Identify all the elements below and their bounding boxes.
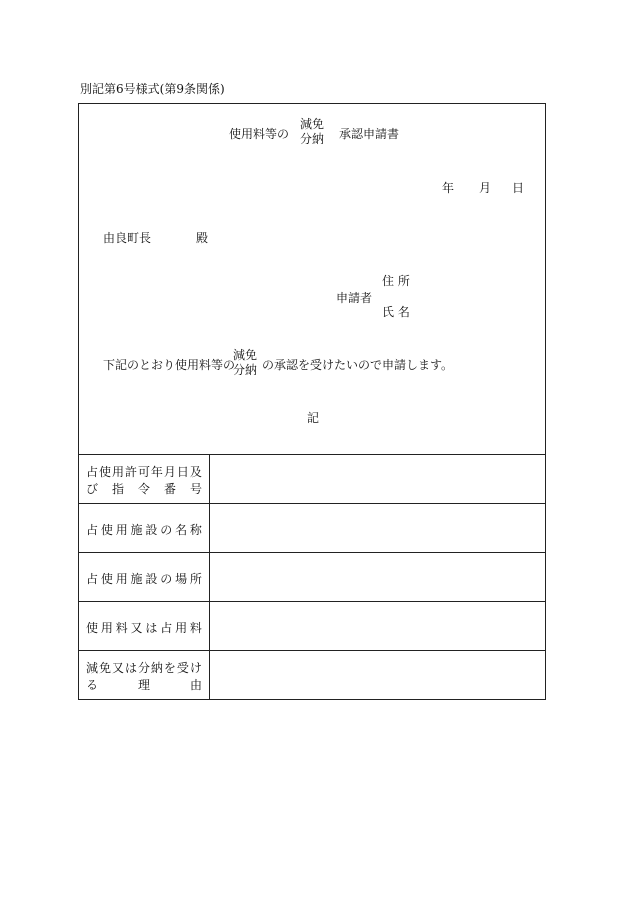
- table-label-char: 用: [115, 572, 128, 586]
- table-label-char: け: [189, 661, 202, 675]
- table-label-char: 称: [189, 523, 202, 537]
- table-label-char: 許: [124, 465, 137, 479]
- table-row: [79, 455, 545, 504]
- table-label-char: 指: [111, 482, 124, 496]
- addressee-honorific: 殿: [196, 231, 209, 245]
- table-label-char: 施: [130, 523, 143, 537]
- table-label-char: 納: [150, 661, 163, 675]
- table-label-char: の: [160, 572, 173, 586]
- table-label-char: 名: [175, 523, 188, 537]
- table-label-char: 占: [160, 621, 173, 635]
- table-label-char: 占: [86, 572, 99, 586]
- table-label-char: 料: [115, 621, 128, 635]
- table-label-char: び: [86, 482, 99, 496]
- table-label-char: 施: [130, 572, 143, 586]
- row-label-facility-name: [79, 504, 210, 552]
- date-day: 日: [512, 181, 525, 195]
- addressee-name: 由良町長: [103, 231, 152, 245]
- table-label-char: 日: [176, 465, 189, 479]
- table-row: [79, 602, 545, 651]
- ki-marker: 記: [307, 411, 320, 425]
- table-label-char: 設: [145, 523, 158, 537]
- table-label-char: 使: [98, 465, 111, 479]
- request-option-genmen: 減免: [233, 348, 258, 362]
- table-label-char: を: [163, 661, 176, 675]
- table-label-char: 占: [86, 523, 99, 537]
- date-year: 年: [442, 181, 455, 195]
- request-option-bunnou: 分納: [233, 363, 258, 377]
- table-label-char: 由: [189, 678, 202, 692]
- table-row: [79, 504, 545, 553]
- table-label-char: 場: [175, 572, 188, 586]
- title-option-bunnou: 分納: [300, 132, 325, 146]
- table-label-char: 設: [145, 572, 158, 586]
- table-label-char: 用: [115, 523, 128, 537]
- table-row: [79, 651, 545, 700]
- row-label-facility-location: [79, 553, 210, 601]
- facility-location-field[interactable]: [210, 553, 545, 601]
- table-label-char: 分: [137, 661, 150, 675]
- facility-name-field[interactable]: [210, 504, 545, 552]
- table-label-char: 理: [137, 678, 150, 692]
- table-label-char: 占: [86, 465, 99, 479]
- reason-field[interactable]: [210, 651, 545, 700]
- title-option-genmen: 減免: [300, 117, 325, 131]
- table-label-char: 免: [98, 661, 111, 675]
- table-label-char: 又: [111, 661, 124, 675]
- details-table: [79, 454, 545, 700]
- table-label-char: 月: [163, 465, 176, 479]
- table-label-char: は: [124, 661, 137, 675]
- row-label-fee: [79, 602, 210, 650]
- table-label-char: 使: [100, 523, 113, 537]
- table-label-char: 用: [175, 621, 188, 635]
- application-form-frame: [78, 103, 546, 700]
- table-label-char: 可: [137, 465, 150, 479]
- applicant-address-label: 住 所: [382, 274, 410, 288]
- form-reference: 別記第6号様式(第9条関係): [80, 82, 225, 96]
- table-label-char: 料: [189, 621, 202, 635]
- table-label-char: 受: [176, 661, 189, 675]
- table-label-char: の: [160, 523, 173, 537]
- fee-field[interactable]: [210, 602, 545, 650]
- applicant-label: 申請者: [336, 291, 373, 305]
- table-label-char: 用: [100, 621, 113, 635]
- table-label-char: 号: [189, 482, 202, 496]
- row-label-permit-date: [79, 455, 210, 503]
- table-label-char: 使: [86, 621, 99, 635]
- table-label-char: 又: [130, 621, 143, 635]
- title-prefix: 使用料等の: [229, 127, 290, 141]
- table-label-char: 用: [111, 465, 124, 479]
- table-label-char: 番: [163, 482, 176, 496]
- table-label-char: る: [86, 678, 99, 692]
- table-label-char: 減: [86, 661, 99, 675]
- table-label-char: 使: [100, 572, 113, 586]
- row-label-reason: [79, 651, 210, 700]
- table-label-char: 及: [189, 465, 202, 479]
- table-label-char: 所: [189, 572, 202, 586]
- table-label-char: は: [145, 621, 158, 635]
- form-header-area: [79, 104, 545, 454]
- table-row: [79, 553, 545, 602]
- request-prefix: 下記のとおり使用料等の: [103, 358, 236, 372]
- title-suffix: 承認申請書: [339, 127, 400, 141]
- date-month: 月: [479, 181, 492, 195]
- permit-date-field[interactable]: [210, 455, 545, 503]
- table-label-char: 年: [150, 465, 163, 479]
- request-suffix: の承認を受けたいので申請します。: [262, 358, 454, 372]
- title-options: [300, 117, 324, 147]
- applicant-name-label: 氏 名: [382, 305, 410, 319]
- table-label-char: 令: [137, 482, 150, 496]
- request-options: [233, 348, 257, 378]
